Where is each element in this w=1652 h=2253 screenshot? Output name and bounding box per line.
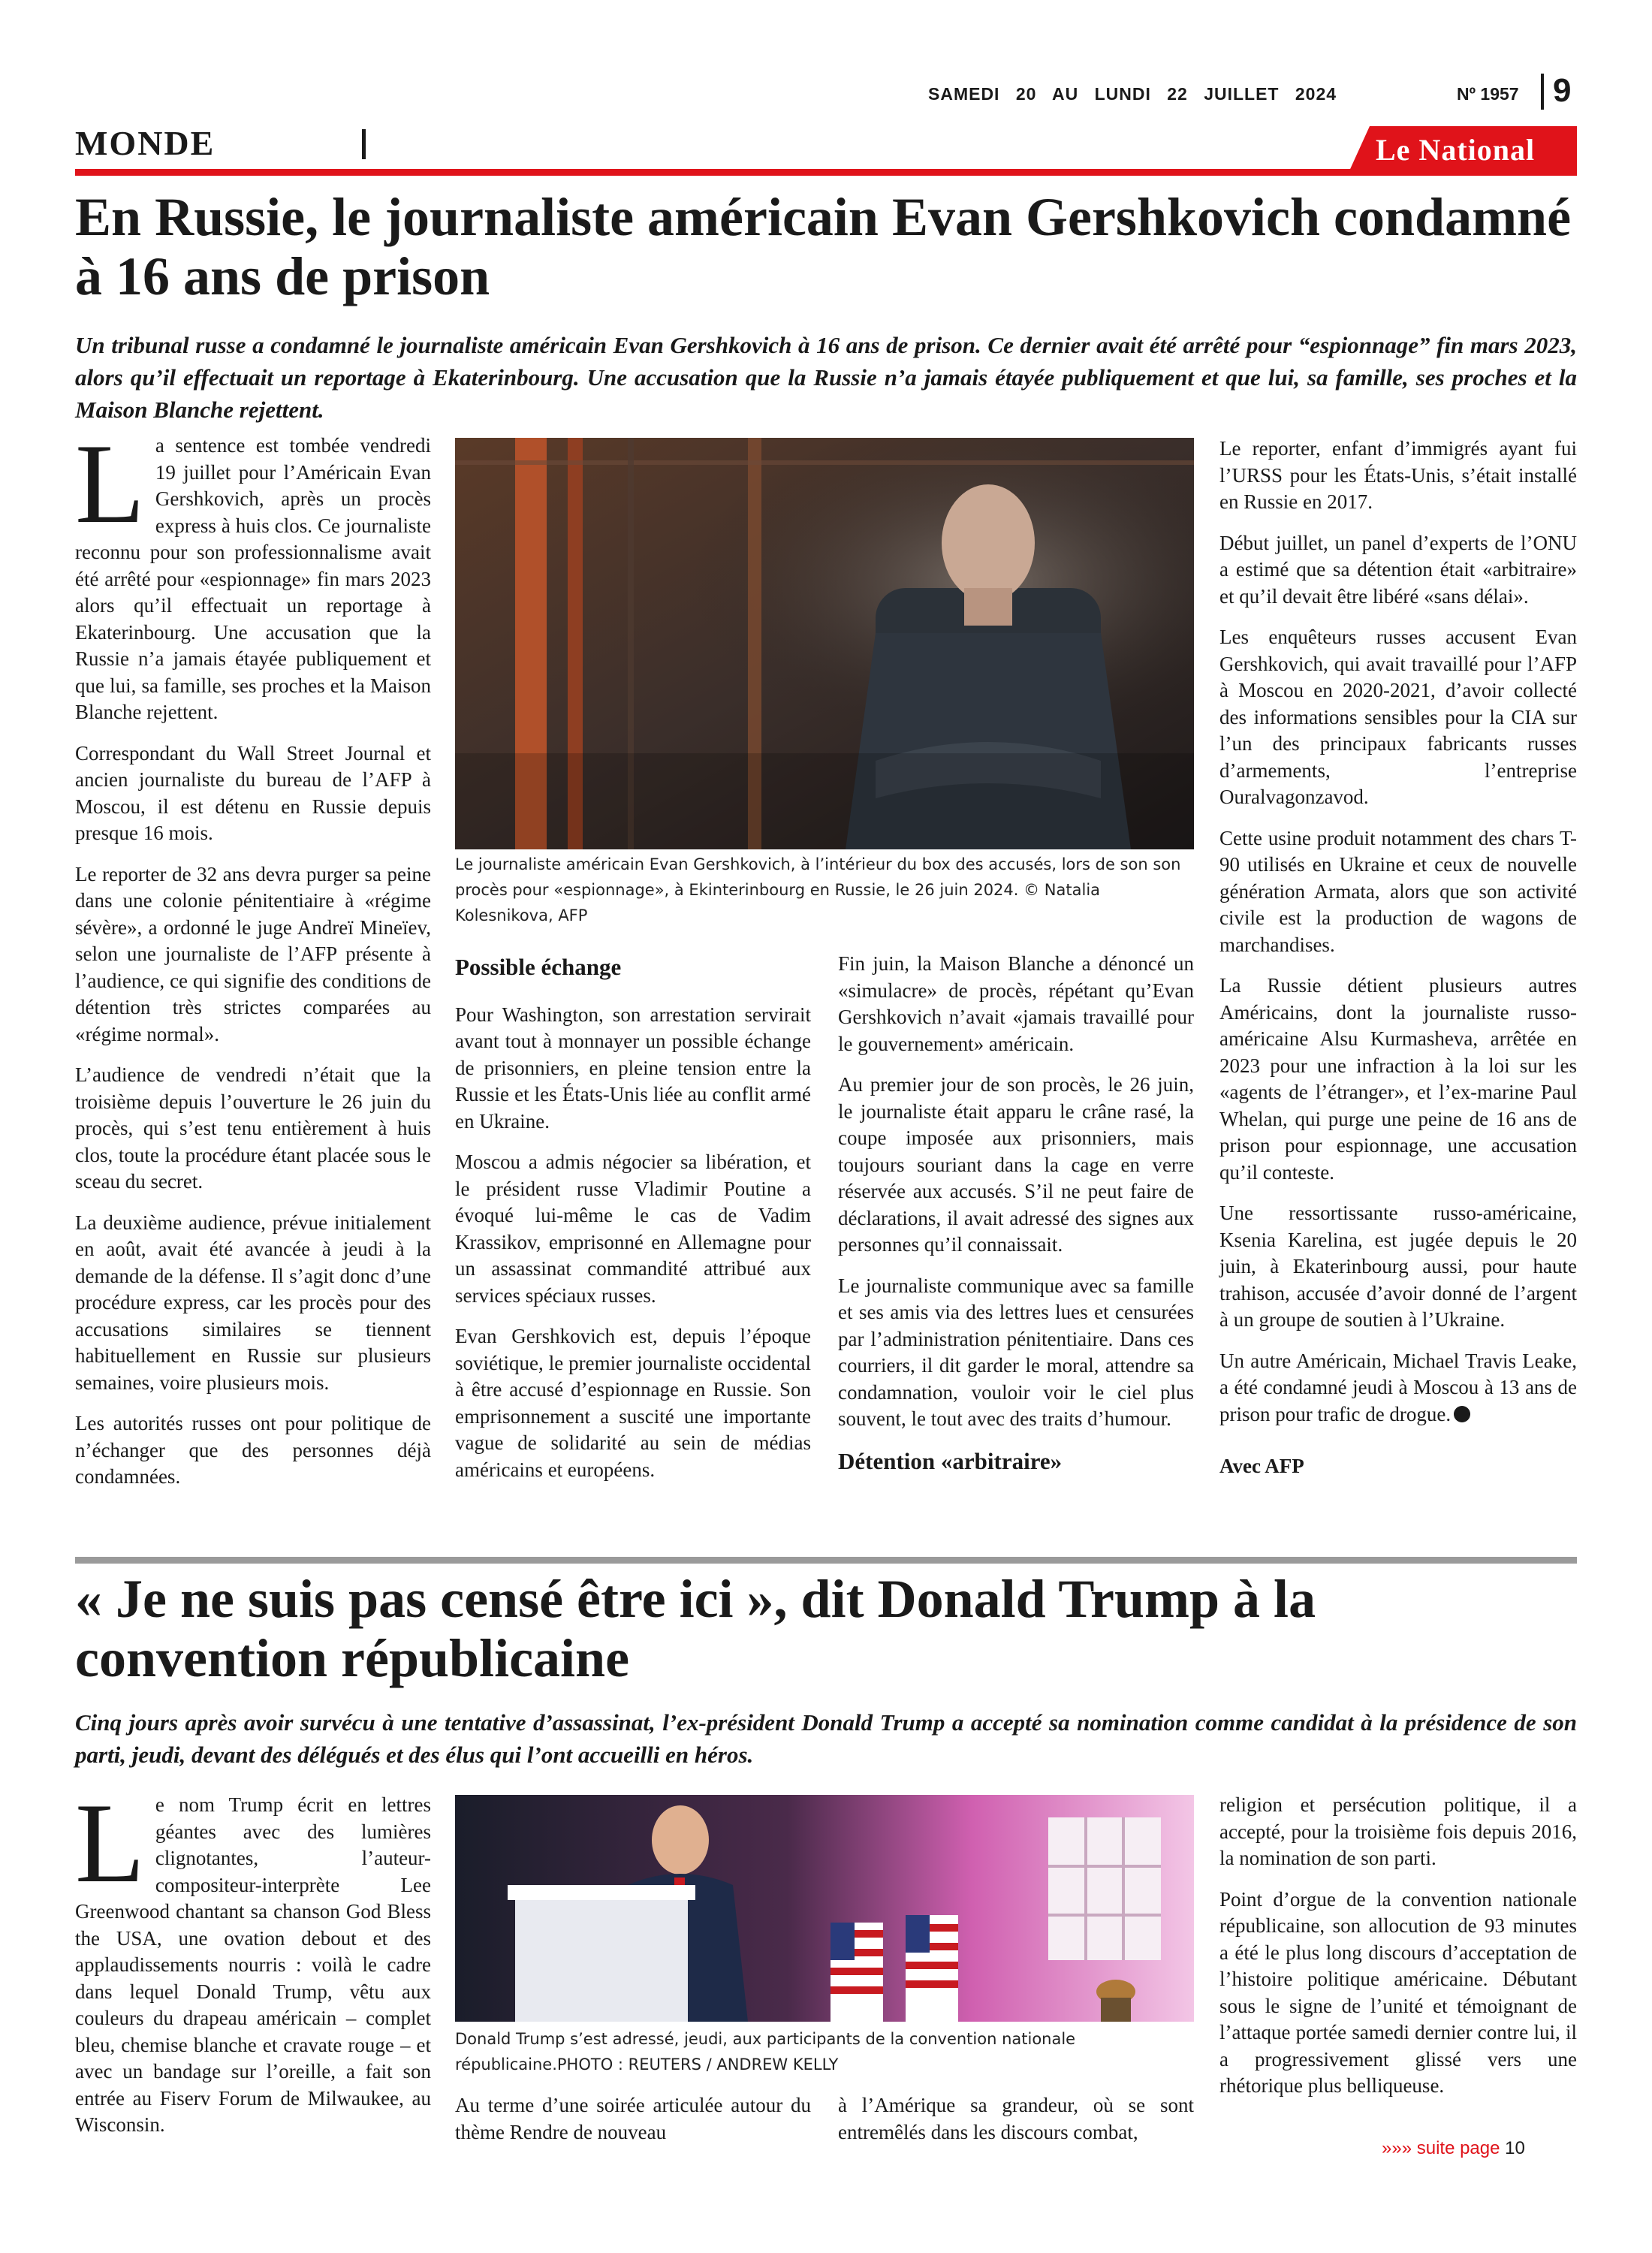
article-1-column-3 xyxy=(838,951,1194,1488)
continued-on-page[interactable] xyxy=(1382,2138,1525,2159)
paragraph: à l’Amérique sa grandeur, où se sont entremêlés dans les discours combat, xyxy=(838,2094,1194,2143)
brand-name: Le National xyxy=(1376,133,1536,167)
paragraph xyxy=(1219,1348,1577,1428)
paragraph: Le journaliste communique avec sa famille et ses amis via des lettres lues et censurées par l’administration pénitentiaire. Dans ces courriers, il dit garder le moral, attendre sa condamnation, vouloir voir le ciel plus souvent, le tout avec des traits d’humour. xyxy=(838,1274,1194,1430)
flag-right xyxy=(906,1915,958,2022)
subheading-possible-exchange: Possible échange xyxy=(455,954,622,980)
paragraph-text: Un autre Américain, Michael Travis Leake, a été condamné jeudi à Moscou à 13 ans de prison pour trafic de drogue. xyxy=(1219,1349,1577,1425)
article-2-column-1 xyxy=(75,1780,431,2153)
drop-cap: L xyxy=(75,421,145,547)
paragraph-text: e nom Trump écrit en lettres géantes avec des lumières clignotantes, l’auteur-compositeur-interprète Lee Greenwood chantant sa chanson God Bless the USA, une ovation debout et des applaudissements nourris : voilà le cadre dans lequel Donald Trump, vêtu aux couleurs du drapeau américain – complet bleu, chemise blanche et cravate rouge – et avec un bandage sur l’oreille, a fait son entrée au Fiserv Forum de Milwaukee, au Wisconsin. xyxy=(75,1793,431,2136)
paragraph: religion et persécution politique, il a accepté, pour la troisième fois depuis 2016, la nomination de son parti. xyxy=(1219,1793,1577,1869)
page-number: 9 xyxy=(1553,72,1572,109)
paragraph: Point d’orgue de la convention nationale républicaine, son allocution de 93 minutes a été le plus long discours d’acceptation de l’histoire politique américaine. Débutant sous le signe de l’unité et témoignant de l’attaque portée samedi dernier contre lui, il a progressivement glissé vers une rhétorique plus belliqueuse. xyxy=(1219,1887,1577,2097)
convention-photo xyxy=(455,1795,1194,2022)
article-1-title: En Russie, le journaliste américain Evan Gershkovich condamné à 16 ans de prison xyxy=(75,187,1572,306)
paragraph: La deuxième audience, prévue initialement en août, avait été avancée à jeudi à la demande de la défense. Il s’agit donc d’une procédure express, car les procès pour des accusations similaires se tiennent habituellement en Russie sur plusieurs semaines, voire plusieurs mois. xyxy=(75,1211,431,1394)
paragraph-text: a sentence est tombée vendredi 19 juillet pour l’Américain Evan Gershkovich, après un procès express à huis clos. Ce journaliste reconnu pour son professionnalisme avait été arrêté pour «espionnage» fin mars 2023 alors qu’il effectuait un reportage à Ekaterinbourg. Une accusation que la Russie n’a jamais étayée publiquement et que lui, sa famille, ses proches et la Maison Blanche rejettent. xyxy=(75,434,431,723)
issue-number: Nº 1957 xyxy=(1457,84,1519,104)
subheading-arbitrary-detention: Détention «arbitraire» xyxy=(838,1447,1063,1474)
article-1-column-2 xyxy=(455,954,811,1497)
paragraph: Au terme d’une soirée articulée autour du thème Rendre de nouveau xyxy=(455,2094,811,2143)
continued-arrows-icon: »»» xyxy=(1382,2138,1412,2158)
issue-date: SAMEDI 20 AU LUNDI 22 JUILLET 2024 xyxy=(928,84,1337,104)
article-2-column-2 xyxy=(455,2092,811,2160)
paragraph: Le reporter, enfant d’immigrés ayant fui l’URSS pour les États-Unis, s’était installé en Russie en 2017. xyxy=(1219,437,1577,513)
paragraph: Une ressortissante russo-américaine, Ksenia Karelina, est jugée depuis le 20 juin, à Ekaterinbourg aussi, pour haute trahison, accusée d’avoir donné de l’argent à un groupe de soutien à l’Ukraine. xyxy=(1219,1202,1577,1331)
paragraph: Fin juin, la Maison Blanche a dénoncé un «simulacre» de procès, répétant qu’Evan Gershkovich n’avait «jamais travaillé pour le gouvernement» américain. xyxy=(838,952,1194,1055)
paragraph: Les enquêteurs russes accusent Evan Gershkovich, qui avait travaillé pour l’AFP à Moscou en 2020-2021, d’avoir collecté des informations sensibles pour la CIA sur l’un des principaux fabricants russes d’armements, l’entreprise Ouralvagonzavod. xyxy=(1219,626,1577,808)
page-number-divider xyxy=(1541,74,1544,110)
continued-page-number: 10 xyxy=(1505,2138,1525,2158)
paragraph: Correspondant du Wall Street Journal et ancien journaliste du bureau de l’AFP à Moscou, il est détenu en Russie depuis presque 16 mois. xyxy=(75,741,431,844)
article-2-title: « Je ne suis pas censé être ici », dit Donald Trump à la convention républicaine xyxy=(75,1569,1316,1688)
article-2-column-3 xyxy=(838,2092,1194,2160)
paragraph xyxy=(75,421,431,726)
section-divider xyxy=(362,129,366,159)
convention-photo-art xyxy=(455,1795,1194,2022)
paragraph: Au premier jour de son procès, le 26 juin, le journaliste était apparu le crâne rasé, la coupe imposée aux prisonniers, mais toujours souriant dans la cage en verre réservée aux accusés. S’il ne peut faire de déclarations, il avait adressé des signes aux personnes qu’il connaissait. xyxy=(838,1073,1194,1256)
end-mark-icon xyxy=(1454,1406,1470,1422)
paragraph: Pour Washington, son arrestation servirait avant tout à monnayer un possible échange de prisonniers, en pleine tension entre la Russie et les États-Unis liée au conflit armé en Ukraine. xyxy=(455,1003,811,1133)
paragraph: Moscou a admis négocier sa libération, et le président russe Vladimir Poutine a évoqué lui-même le cas de Vadim Krassikov, emprisonné en Allemagne pour un assassinat commandité attribué aux services spéciaux russes. xyxy=(455,1151,811,1307)
paragraph: La Russie détient plusieurs autres Américains, dont la journaliste russo-américaine Alsu Kurmasheva, arrêtée en 2023 pour une infraction à la loi sur les «agents de l’étranger», et l’ex-marine Paul Whelan, qui purge une peine de 16 ans de prison pour espionnage, une accusation qu’il conteste. xyxy=(1219,974,1577,1184)
paragraph: Les autorités russes ont pour politique de n’échanger que des personnes déjà condamnées. xyxy=(75,1412,431,1488)
flag-left xyxy=(831,1923,883,2022)
paragraph: Evan Gershkovich est, depuis l’époque soviétique, le premier journaliste occidental à être accusé d’espionnage en Russie. Son emprisonnement a suscité une importante vague de solidarité au sein de médias américains et européens. xyxy=(455,1325,811,1481)
courtroom-photo-caption: Le journaliste américain Evan Gershkovich, à l’intérieur du box des accusés, lors de son son procès pour «espionnage», à Ekinterinbourg en Russie, le 26 juin 2024. © Natalia Kolesnikova, AFP xyxy=(455,855,1181,924)
article-credit: Avec AFP xyxy=(1219,1455,1304,1477)
paragraph xyxy=(75,1780,431,2139)
article-1-lede: Un tribunal russe a condamné le journaliste américain Evan Gershkovich à 16 ans de prison. Ce dernier avait été arrêté pour “espionnage” fin mars 2023, alors qu’il effectuait un reportage à Ekaterinbourg. Une accusation que la Russie n’a jamais étayée publiquement et que lui, sa famille, ses proches et la Maison Blanche rejettent. xyxy=(75,332,1577,423)
section-title: MONDE xyxy=(75,124,216,162)
courtroom-photo-art xyxy=(455,438,1194,849)
article-1-column-4 xyxy=(1219,436,1577,1494)
paragraph: Début juillet, un panel d’experts de l’ONU a estimé que sa détention était «arbitraire» et qu’il devait être libéré «sans délai». xyxy=(1219,531,1577,608)
article-separator xyxy=(75,1557,1577,1564)
article-1-column-1 xyxy=(75,421,431,1505)
paragraph: Le reporter de 32 ans devra purger sa peine dans une colonie pénitentiaire à «régime sévère», a ordonné le juge Andreï Mineïev, selon une journaliste de l’AFP présente à l’audience, ce qui signifie des conditions de détention très strictes comparées au «régime normal». xyxy=(75,862,431,1045)
paragraph: Cette usine produit notamment des chars T-90 utilisés en Ukraine et ceux de nouvelle génération Armata, alors que son activité civile est la production de wagons de marchandises. xyxy=(1219,826,1577,956)
continued-label: suite page xyxy=(1416,2138,1500,2158)
convention-photo-caption: Donald Trump s’est adressé, jeudi, aux participants de la convention nationale républicaine.PHOTO : REUTERS / ANDREW KELLY xyxy=(455,2030,1076,2074)
article-2-column-4 xyxy=(1219,1792,1577,2114)
article-2-lede: Cinq jours après avoir survécu à une tentative d’assassinat, l’ex-président Donald Trump a accepté sa nomination comme candidat à la présidence de son parti, jeudi, devant des délégués et des élus qui l’ont accueilli en héros. xyxy=(75,1709,1577,1768)
courtroom-photo xyxy=(455,438,1194,849)
paragraph: L’audience de vendredi n’était que la troisième depuis l’ouverture le 26 juin du procès, qui s’est tenu entièrement à huis clos, toute la procédure étant placée sous le sceau du secret. xyxy=(75,1063,431,1193)
drop-cap: L xyxy=(75,1780,145,1906)
